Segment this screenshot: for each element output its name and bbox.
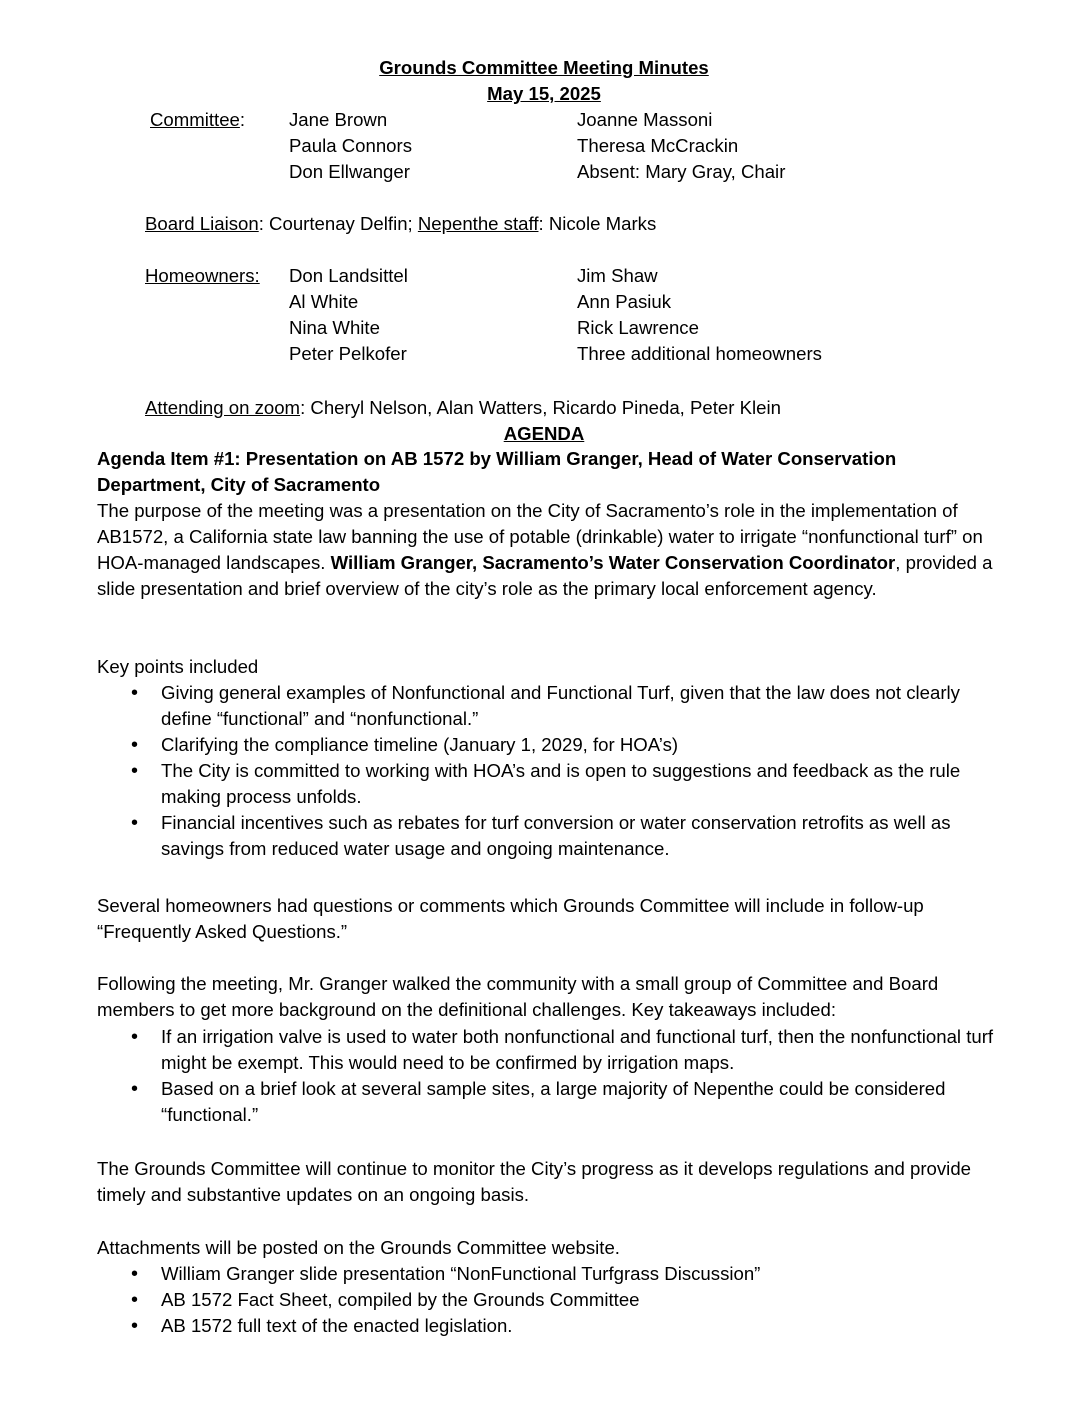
- takeaways-list: [97, 1024, 1002, 1128]
- list-item: • The City is committed to working with HOA’s and is open to suggestions and feedback as the rule making process unfolds.: [97, 758, 1002, 810]
- homeowner: Rick Lawrence: [577, 317, 699, 338]
- list-item: • Based on a brief look at several sample sites, a large majority of Nepenthe could be considered “functional.”: [97, 1076, 1002, 1128]
- presenter-name: William Granger, Sacramento’s Water Conservation Coordinator: [330, 552, 896, 573]
- committee-member: Joanne Massoni: [577, 109, 713, 130]
- homeowner: Ann Pasiuk: [577, 291, 672, 312]
- homeowner: Al White: [289, 291, 359, 312]
- list-item: • William Granger slide presentation “NonFunctional Turfgrass Discussion”: [97, 1261, 1002, 1287]
- liaison-name: : Courtenay Delfin;: [258, 213, 418, 234]
- liaison-label: Board Liaison: [145, 213, 259, 234]
- list-item: • AB 1572 full text of the enacted legislation.: [97, 1313, 1002, 1339]
- walk-paragraph: Following the meeting, Mr. Granger walked the community with a small group of Committee and Board members to get more background on the definitional challenges. Key takeaways included:: [97, 973, 939, 1020]
- homeowner: Peter Pelkofer: [289, 343, 407, 364]
- committee-member: Jane Brown: [289, 109, 388, 130]
- monitor-paragraph: The Grounds Committee will continue to monitor the City’s progress as it develops regulations and provide timely and substantive updates on an ongoing basis.: [97, 1158, 971, 1205]
- zoom-line: [145, 395, 781, 421]
- committee-member: Theresa McCrackin: [577, 135, 739, 156]
- questions-paragraph: Several homeowners had questions or comments which Grounds Committee will include in follow-up “Frequently Asked Questions.”: [97, 895, 924, 942]
- agenda-heading: AGENDA: [503, 423, 585, 444]
- zoom-label: Attending on zoom: [145, 397, 301, 418]
- homeowner: Three additional homeowners: [577, 343, 822, 364]
- purpose-paragraph: The purpose of the meeting was a presentation on the City of Sacramento’s role in the implementation of AB1572, a California state law banning the use of potable (drinkable) water to irrigate “nonfunctional turf” on HOA-managed landscapes. William Granger, Sacramento’s Water Conservation Coordinator, provided a slide presentation and brief overview of the city’s role as the primary local enforcement agency.: [97, 500, 993, 599]
- attachments-list: [97, 1261, 1002, 1339]
- staff-label: Nepenthe staff: [417, 213, 539, 234]
- document-page: Grounds Committee Meeting Minutes May 15, 2025 Committee: Jane Brown Paula Connors Don Ellwanger Joanne Massoni Theresa McCrackin Absent: Mary Gray, Chair Board Liaison: Courtenay Delfin; Nepenthe staff: Nicole Marks Homeowners: Don Landsittel Al White Nina White Peter Pelkofer Jim Shaw Ann Pasiuk Rick Lawrence Three additional homeowners Attending on zoom: Cheryl Nelson, Alan Watters, Ricardo Pineda, Peter Klein AGENDA Agenda Item #1: Presentation on AB 1572 by William Granger, Head of Water Conservation Department, City of Sacramento The purpose of the meeting was a presentation on the City of Sacramento’s role in the implementation of AB1572, a California state law banning the use of potable (drinkable) water to irrigate “nonfunctional turf” on HOA-managed landscapes. William Granger, Sacramento’s Water Conservation Coordinator, provided a slide presentation and brief overview of the city’s role as the primary local enforcement agency. Key points included • Giving general examples of Nonfunctional and Functional Turf, given that the law does not clearly define “functional” and “nonfunctional.” • Clarifying the compliance timeline (January 1, 2029, for HOA’s) • The City is committed to working with HOA’s and is open to suggestions and feedback as the rule making process unfolds. • Financial incentives such as rebates for turf conversion or water conservation retrofits as well as savings from reduced water usage and ongoing maintenance. Several homeowners had questions or comments which Grounds Committee will include in follow-up “Frequently Asked Questions.” Following the meeting, Mr. Granger walked the community with a small group of Committee and Board members to get more background on the definitional challenges. Key takeaways included: • If an irrigation valve is used to water both nonfunctional and functional turf, then the nonfunctional turf might be exempt. This would need to be confirmed by irrigation maps. • Based on a brief look at several sample sites, a large majority of Nepenthe could be considered “functional.” The Grounds Committee will continue to monitor the City’s progress as it develops regulations and provide timely and substantive updates on an ongoing basis. Attachments will be posted on the Grounds Committee website. • William Granger slide presentation “NonFunctional Turfgrass Discussion” • AB 1572 Fact Sheet, compiled by the Grounds Committee • AB 1572 full text of the enacted legislation.: [0, 0, 1088, 1408]
- list-item: • Giving general examples of Nonfunctional and Functional Turf, given that the law does not clearly define “functional” and “nonfunctional.”: [97, 680, 1002, 732]
- list-item: • If an irrigation valve is used to water both nonfunctional and functional turf, then the nonfunctional turf might be exempt. This would need to be confirmed by irrigation maps.: [97, 1024, 1002, 1076]
- key-points-intro: Key points included: [97, 656, 259, 677]
- meeting-date: May 15, 2025: [487, 83, 601, 104]
- staff-name: : Nicole Marks: [538, 213, 657, 234]
- zoom-names: : Cheryl Nelson, Alan Watters, Ricardo Pineda, Peter Klein: [300, 397, 781, 418]
- committee-member: Paula Connors: [289, 135, 413, 156]
- liaison-line: [145, 211, 656, 237]
- homeowner: Don Landsittel: [289, 265, 408, 286]
- homeowner: Jim Shaw: [577, 265, 658, 286]
- committee-member: Don Ellwanger: [289, 161, 410, 182]
- list-item: • Financial incentives such as rebates for turf conversion or water conservation retrofits as well as savings from reduced water usage and ongoing maintenance.: [97, 810, 1002, 862]
- homeowner: Nina White: [289, 317, 380, 338]
- agenda-item-heading: Agenda Item #1: Presentation on AB 1572 by William Granger, Head of Water Conservation Department, City of Sacramento: [97, 448, 897, 495]
- list-item: • Clarifying the compliance timeline (January 1, 2029, for HOA’s): [97, 732, 1002, 758]
- committee-absent: Absent: Mary Gray, Chair: [577, 161, 786, 182]
- committee-label: Committee: [150, 109, 240, 130]
- attachments-intro: Attachments will be posted on the Grounds Committee website.: [97, 1237, 620, 1258]
- list-item: • AB 1572 Fact Sheet, compiled by the Grounds Committee: [97, 1287, 1002, 1313]
- document-title: Grounds Committee Meeting Minutes: [379, 57, 709, 78]
- homeowners-label: Homeowners:: [145, 265, 260, 286]
- key-points-list: [97, 680, 1002, 862]
